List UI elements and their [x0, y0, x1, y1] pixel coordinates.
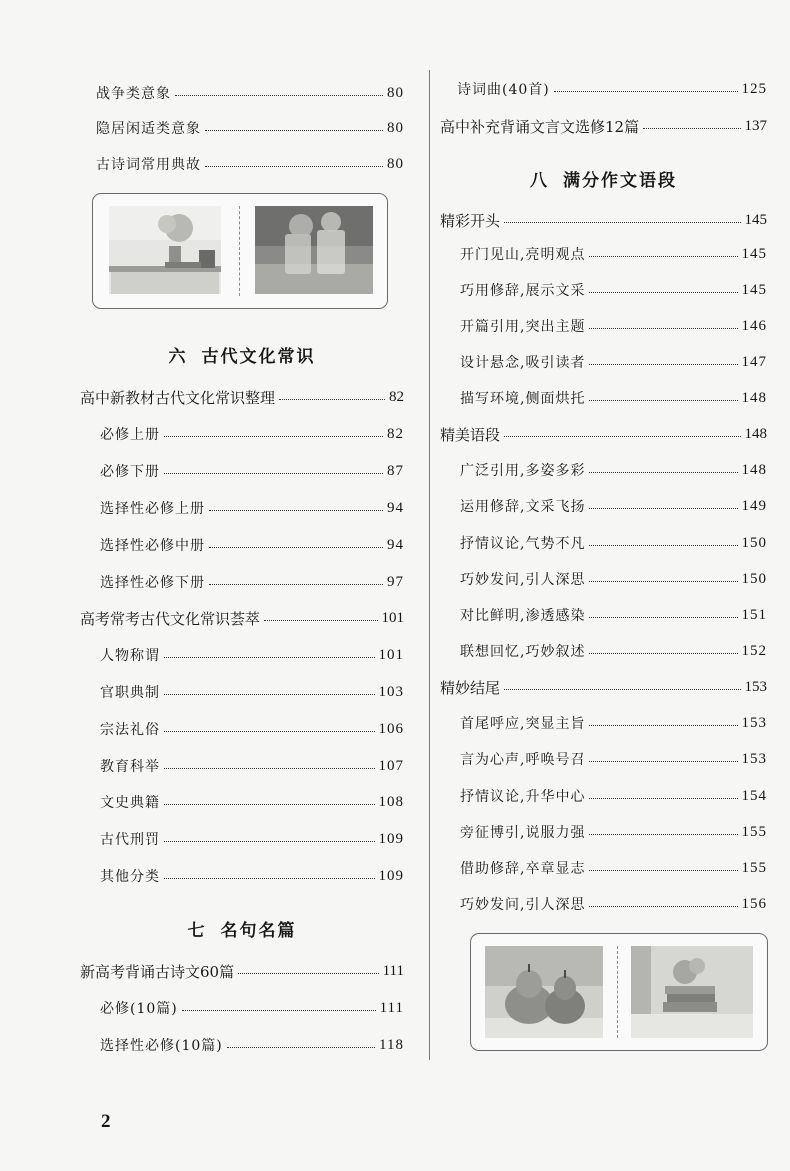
dot-leader [589, 328, 737, 329]
decorative-photo-box [92, 193, 388, 309]
toc-entry-title: 设计悬念,吸引读者 [460, 355, 586, 371]
toc-entry-main[interactable] [80, 956, 404, 986]
dot-leader [589, 653, 737, 654]
toc-entry-title: 新高考背诵古诗文60篇 [80, 962, 235, 981]
toc-entry-title: 巧妙发问,引人深思 [460, 572, 586, 588]
toc-entry-sub[interactable] [460, 311, 767, 341]
dot-leader [205, 166, 383, 167]
dot-leader [175, 95, 383, 96]
column-divider [429, 70, 430, 1060]
dot-leader [164, 841, 375, 842]
dot-leader [209, 547, 383, 548]
dot-leader [589, 400, 737, 401]
toc-entry-page: 148 [741, 389, 767, 406]
toc-entry-page: 108 [378, 793, 404, 810]
toc-entry-sub[interactable] [100, 787, 404, 817]
toc-entry-page: 80 [387, 84, 404, 101]
dot-leader [164, 436, 383, 437]
toc-entry-title: 高中新教材古代文化常识整理 [80, 388, 276, 407]
toc-entry-page: 148 [744, 425, 767, 442]
toc-entry-page: 80 [387, 119, 404, 136]
toc-entry-main[interactable] [440, 111, 767, 141]
dot-leader [589, 472, 737, 473]
toc-entry-title: 运用修辞,文采飞扬 [460, 499, 586, 515]
toc-entry-page: 97 [387, 573, 404, 590]
dot-leader [164, 657, 375, 658]
toc-entry-title: 选择性必修中册 [100, 538, 205, 554]
toc-entry-title: 高考常考古代文化常识荟萃 [80, 609, 261, 628]
toc-entry-page: 94 [387, 536, 404, 553]
toc-entry-sub[interactable] [460, 275, 767, 305]
toc-entry-sub[interactable] [100, 993, 404, 1023]
toc-entry-title: 旁征博引,说服力强 [460, 825, 586, 841]
toc-entry-title: 教育科举 [100, 759, 160, 775]
toc-entry-sub[interactable] [100, 640, 404, 670]
dot-leader [643, 128, 740, 129]
toc-entry-title: 开门见山,亮明观点 [460, 247, 586, 263]
toc-entry-sub[interactable] [460, 528, 767, 558]
toc-entry-main[interactable] [80, 382, 404, 412]
dot-leader [589, 292, 737, 293]
dot-leader [589, 617, 737, 618]
toc-entry-sub[interactable] [100, 861, 404, 891]
toc-entry-page: 153 [741, 750, 767, 767]
toc-entry-page: 155 [741, 859, 767, 876]
toc-entry-sub[interactable] [460, 636, 767, 666]
section-title: 满分作文语段 [563, 170, 677, 191]
toc-entry-title: 古代刑罚 [100, 832, 160, 848]
dot-leader [589, 364, 737, 365]
toc-entry-sub[interactable] [460, 383, 767, 413]
toc-entry-title: 首尾呼应,突显主旨 [460, 716, 586, 732]
toc-entry-sub[interactable] [100, 419, 404, 449]
toc-entry-title: 诗词曲(40首) [457, 82, 550, 98]
decorative-photo-box [470, 933, 768, 1051]
section-title: 古代文化常识 [201, 346, 316, 367]
toc-entry-page: 101 [381, 609, 404, 626]
toc-entry-page: 111 [382, 962, 404, 979]
dot-leader [589, 581, 737, 582]
toc-entry-page: 155 [741, 823, 767, 840]
toc-entry-page: 156 [741, 895, 767, 912]
toc-entry-title: 文史典籍 [100, 795, 160, 811]
toc-entry-page: 118 [379, 1036, 404, 1053]
dot-leader [589, 508, 737, 509]
page-number: 2 [101, 1111, 111, 1132]
toc-entry-page: 147 [741, 353, 767, 370]
toc-entry-page: 150 [741, 534, 767, 551]
toc-entry-page: 94 [387, 499, 404, 516]
dot-leader [182, 1010, 376, 1011]
toc-entry-page: 153 [741, 714, 767, 731]
dot-leader [209, 510, 383, 511]
toc-entry-page: 152 [741, 642, 767, 659]
toc-entry-page: 125 [741, 80, 767, 97]
toc-entry-page: 106 [378, 720, 404, 737]
dot-leader [264, 620, 377, 621]
toc-entry-sub[interactable] [460, 889, 767, 919]
toc-entry-page: 154 [741, 787, 767, 804]
pears-photo [485, 946, 603, 1038]
dot-leader [589, 870, 737, 871]
dot-leader [589, 834, 737, 835]
toc-entry-sub[interactable] [100, 456, 404, 486]
toc-entry-page: 107 [378, 757, 404, 774]
toc-entry-war-imagery[interactable] [96, 78, 404, 108]
section-numeral: 七 [187, 920, 207, 941]
toc-entry-page: 148 [741, 461, 767, 478]
toc-entry-page: 111 [379, 999, 404, 1016]
toc-entry-sub[interactable] [100, 567, 404, 597]
toc-entry-main[interactable] [440, 205, 767, 235]
toc-entry-title: 借助修辞,卒章显志 [460, 861, 586, 877]
dot-leader [164, 878, 375, 879]
toc-entry-title: 抒情议论,升华中心 [460, 789, 586, 805]
toc-entry-sub[interactable] [460, 744, 767, 774]
toc-entry-title: 广泛引用,多姿多彩 [460, 463, 586, 479]
dot-leader [164, 768, 375, 769]
toc-entry-page: 145 [744, 211, 767, 228]
dot-leader [279, 399, 385, 400]
toc-entry-page: 146 [741, 317, 767, 334]
toc-entry-sub[interactable] [460, 781, 767, 811]
toc-entry-sub[interactable] [460, 347, 767, 377]
toc-entry-sub[interactable] [460, 239, 767, 269]
dot-leader [164, 804, 375, 805]
toc-entry-sub[interactable] [460, 564, 767, 594]
toc-entry-sub[interactable] [460, 491, 767, 521]
toc-entry-sub[interactable] [100, 677, 404, 707]
toc-entry-title: 选择性必修(10篇) [100, 1038, 223, 1054]
toc-entry-sub[interactable] [460, 455, 767, 485]
toc-entry-page: 87 [387, 462, 404, 479]
toc-entry-title: 开篇引用,突出主题 [460, 319, 586, 335]
toc-entry-title: 精妙结尾 [440, 678, 501, 697]
toc-entry-title: 宗法礼俗 [100, 722, 160, 738]
toc-entry-title: 精美语段 [440, 425, 501, 444]
dot-leader [589, 725, 737, 726]
dot-leader [554, 91, 738, 92]
section-heading-six [80, 338, 404, 370]
toc-entry-title: 选择性必修下册 [100, 575, 205, 591]
dot-leader [504, 436, 740, 437]
toc-entry-title: 高中补充背诵文言文选修12篇 [440, 117, 640, 136]
dot-leader [164, 731, 375, 732]
section-heading-seven [80, 912, 404, 944]
glasses-photo [255, 206, 373, 294]
photo-divider [239, 206, 240, 296]
section-title: 名句名篇 [220, 920, 297, 941]
toc-entry-title: 巧妙发问,引人深思 [460, 897, 586, 913]
toc-entry-page: 101 [378, 646, 404, 663]
toc-entry-page: 153 [744, 678, 767, 695]
toc-entry-sub[interactable] [457, 74, 767, 104]
books-photo [631, 946, 753, 1038]
toc-entry-allusions[interactable] [96, 149, 404, 179]
toc-entry-title: 战争类意象 [96, 86, 171, 102]
toc-entry-sub[interactable] [460, 708, 767, 738]
toc-entry-title: 古诗词常用典故 [96, 157, 201, 173]
dot-leader [227, 1047, 375, 1048]
dot-leader [164, 473, 383, 474]
toc-entry-page: 82 [389, 388, 404, 405]
toc-entry-sub[interactable] [100, 493, 404, 523]
dot-leader [504, 689, 740, 690]
dot-leader [589, 545, 737, 546]
toc-entry-title: 必修上册 [100, 427, 160, 443]
toc-entry-page: 149 [741, 497, 767, 514]
dot-leader [589, 256, 737, 257]
toc-entry-sub[interactable] [100, 530, 404, 560]
toc-entry-title: 言为心声,呼唤号召 [460, 752, 586, 768]
toc-entry-title: 对比鲜明,渗透感染 [460, 608, 586, 624]
section-numeral: 六 [168, 346, 188, 367]
section-heading-eight [440, 162, 767, 194]
toc-entry-sub[interactable] [460, 817, 767, 847]
toc-entry-page: 145 [741, 245, 767, 262]
toc-entry-title: 人物称谓 [100, 648, 160, 664]
dot-leader [209, 584, 383, 585]
toc-entry-sub[interactable] [100, 1030, 404, 1060]
toc-entry-sub[interactable] [460, 600, 767, 630]
toc-entry-page: 82 [387, 425, 404, 442]
toc-entry-title: 选择性必修上册 [100, 501, 205, 517]
still-life-photo [109, 206, 221, 294]
toc-entry-page: 109 [378, 830, 404, 847]
toc-entry-title: 联想回忆,巧妙叙述 [460, 644, 586, 660]
toc-entry-title: 精彩开头 [440, 211, 501, 230]
toc-entry-page: 109 [378, 867, 404, 884]
photo-divider [617, 946, 618, 1038]
toc-entry-page: 151 [741, 606, 767, 623]
toc-entry-page: 145 [741, 281, 767, 298]
toc-entry-main[interactable] [80, 603, 404, 633]
toc-entry-title: 其他分类 [100, 869, 160, 885]
toc-entry-page: 103 [378, 683, 404, 700]
section-numeral: 八 [530, 170, 549, 191]
toc-entry-title: 抒情议论,气势不凡 [460, 536, 586, 552]
dot-leader [589, 798, 737, 799]
dot-leader [589, 761, 737, 762]
toc-entry-title: 隐居闲适类意象 [96, 121, 201, 137]
toc-entry-sub[interactable] [460, 853, 767, 883]
dot-leader [238, 973, 379, 974]
toc-entry-sub[interactable] [100, 824, 404, 854]
dot-leader [164, 694, 375, 695]
toc-entry-reclusive-imagery[interactable] [96, 113, 404, 143]
dot-leader [589, 906, 737, 907]
toc-entry-sub[interactable] [100, 751, 404, 781]
toc-entry-page: 150 [741, 570, 767, 587]
toc-entry-title: 描写环境,侧面烘托 [460, 391, 586, 407]
toc-entry-page: 137 [744, 117, 767, 134]
toc-entry-title: 巧用修辞,展示文采 [460, 283, 586, 299]
toc-entry-main[interactable] [440, 419, 767, 449]
dot-leader [205, 130, 383, 131]
toc-entry-main[interactable] [440, 672, 767, 702]
toc-entry-title: 官职典制 [100, 685, 160, 701]
toc-entry-page: 80 [387, 155, 404, 172]
dot-leader [504, 222, 740, 223]
toc-entry-title: 必修(10篇) [100, 1001, 178, 1017]
toc-entry-title: 必修下册 [100, 464, 160, 480]
toc-entry-sub[interactable] [100, 714, 404, 744]
